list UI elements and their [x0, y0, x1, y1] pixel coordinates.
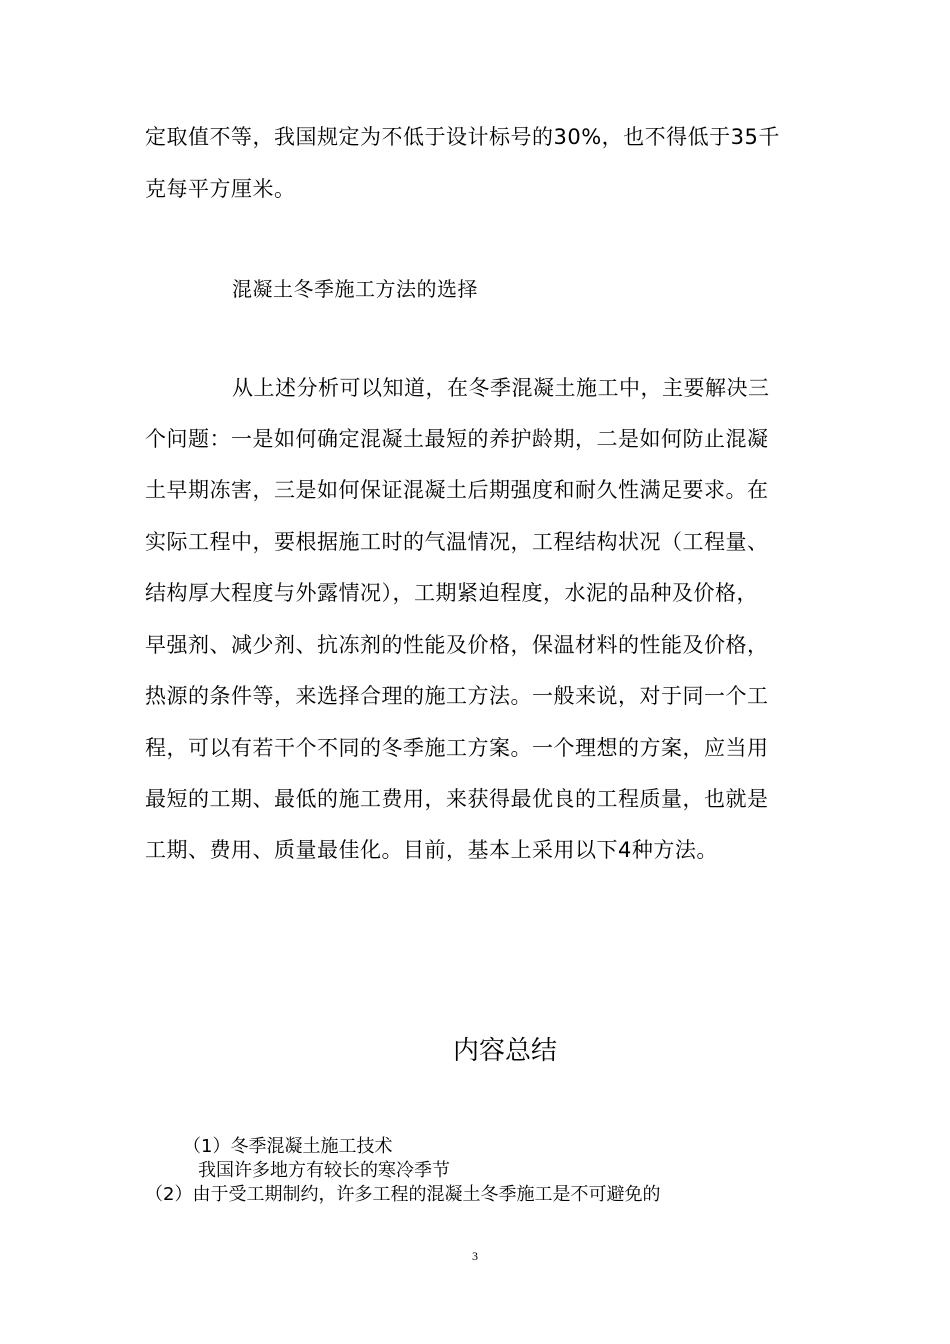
paragraph-2-line-8: 程，可以有若干个不同的冬季施工方案。一个理想的方案，应当用	[145, 736, 769, 760]
summary-item-2: 我国许多地方有较长的寒冷季节	[198, 1160, 450, 1181]
paragraph-2-line-9: 最短的工期、最低的施工费用，来获得最优良的工程质量，也就是	[145, 787, 769, 811]
paragraph-2-line-4: 实际工程中，要根据施工时的气温情况，工程结构状况（工程量、	[145, 530, 769, 554]
paragraph-2-line-10: 工期、费用、质量最佳化。目前，基本上采用以下4种方法。	[145, 838, 718, 862]
section-heading: 混凝土冬季施工方法的选择	[232, 277, 478, 301]
page-number: 3	[472, 1249, 478, 1263]
summary-item-1: （1）冬季混凝土施工技术	[183, 1136, 393, 1157]
paragraph-2-line-7: 热源的条件等，来选择合理的施工方法。一般来说，对于同一个工	[145, 684, 769, 708]
summary-item-3: （2）由于受工期制约，许多工程的混凝土冬季施工是不可避免的	[145, 1184, 661, 1205]
paragraph-1-line-2: 克每平方厘米。	[145, 177, 296, 201]
paragraph-2-line-5: 结构厚大程度与外露情况），工期紧迫程度，水泥的品种及价格，	[145, 581, 758, 605]
paragraph-2-line-2: 个问题：一是如何确定混凝土最短的养护龄期，二是如何防止混凝	[145, 427, 769, 451]
summary-title: 内容总结	[452, 1036, 557, 1066]
paragraph-1-line-1: 定取值不等，我国规定为不低于设计标号的30%，也不得低于35千	[145, 125, 780, 149]
paragraph-2-line-6: 早强剂、减少剂、抗冻剂的性能及价格，保温材料的性能及价格，	[145, 633, 769, 657]
paragraph-2-line-3: 土早期冻害，三是如何保证混凝土后期强度和耐久性满足要求。在	[145, 478, 769, 502]
paragraph-2-line-1: 从上述分析可以知道，在冬季混凝土施工中，主要解决三	[232, 376, 770, 400]
